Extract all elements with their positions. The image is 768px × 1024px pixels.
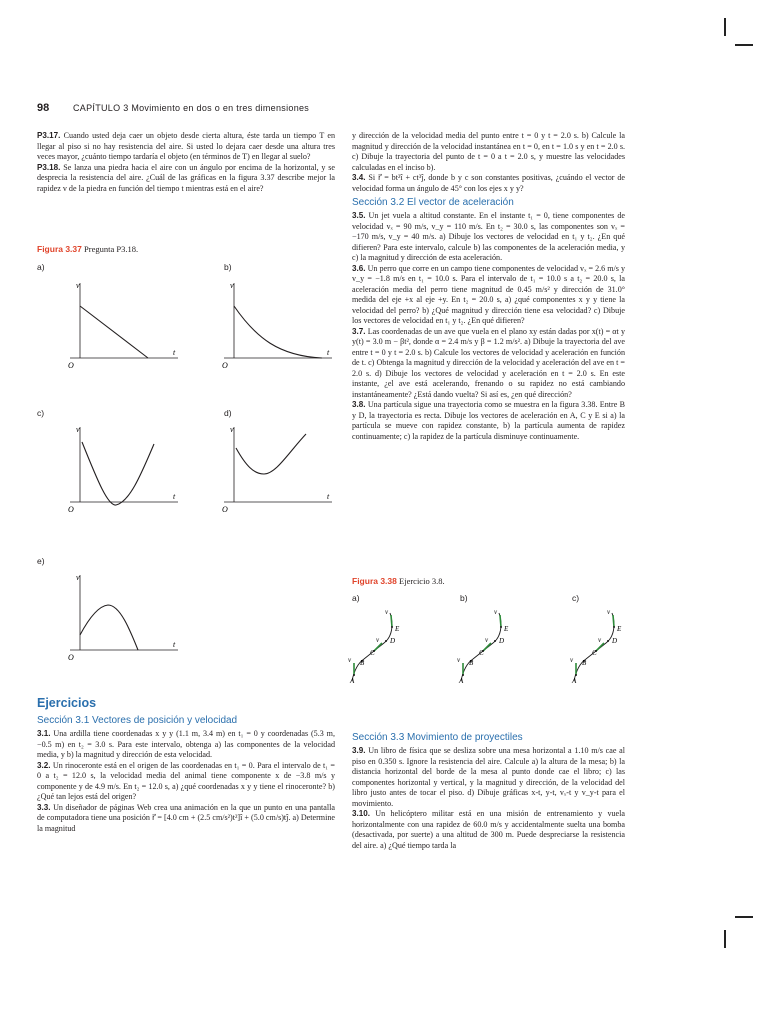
axis-v-label: v [76,281,80,290]
right-column-top [352,131,625,442]
trajectory-point [385,640,387,642]
velocity-vector-label: v⃗ [598,636,607,644]
exercise-310: 3.10. Un helicóptero militar está en una misión de entrenamiento y vuela horizontalmente con una rapidez de 60.0 m/s y accidentalmente suelta una bomba (desactivada, por suerte) a una altitud de 300 m. Puede despreciarse la resistencia del aire. a) ¿Qué tiempo tarda la [352,809,625,850]
section-31-title: Sección 3.1 Vectores de posición y velocidad [37,715,238,726]
figure-338-caption: Figura 3.38 Ejercicio 3.8. [352,576,445,586]
trajectory-path [352,613,392,681]
svg-text:v: v [76,573,80,582]
point-label-a: A [350,677,355,685]
chapter-header: CAPÍTULO 3 Movimiento en dos o en tres dimensiones [73,103,310,113]
trajectory-point [613,626,615,628]
graph-b [214,278,344,373]
point-label-b: B [582,659,587,667]
graph-e [60,570,190,665]
left-column-top [37,131,335,194]
point-label-e: E [617,625,622,633]
svg-text:O: O [222,361,228,370]
velocity-vector-label: v⃗ [570,656,579,664]
left-column-bottom [37,712,335,834]
axis-t-label: t [173,348,176,357]
point-label-d: D [499,637,505,645]
graph-c-label: c) [37,408,45,418]
velocity-vector [500,615,501,627]
velocity-vector-label: v⃗ [457,656,466,664]
exercise-32: 3.2. Un rinoceronte está en el origen de las coordenadas en t₁ = 0. Para el intervalo de t₁ = 0 a t₂ = 12.0 s, la velocidad media del animal tiene componente x de −3.8 m/s y componente y de 4.9 m/s. En t₂ = 12.0 s, a) ¿qué coordenadas x y y tiene el rinoceronte? b) ¿Qué tan lejos está del origen? [37,760,335,801]
trajectory-path [461,613,501,681]
velocity-vector-label: v⃗ [485,636,494,644]
exercise-35: 3.5. Un jet vuela a altitud constante. En el instante t₁ = 0, tiene componentes de velocidad vₓ = 90 m/s, v_y = 110 m/s. En t₂ = 30.0 s, las componentes son vₓ = −170 m/s, v_y = 40 m/s. a) Dibuje los vectores de velocidad en t₁ y t₂. ¿En qué difieren? Para este intervalo, calcule b) las componentes de la aceleración media, y c) la magnitud y dirección de esta aceleración. [352,211,625,262]
svg-text:O: O [68,653,74,662]
svg-text:t: t [173,492,176,501]
trajectory-point [353,674,355,676]
velocity-vector [391,615,392,627]
graph-a-label: a) [37,262,45,272]
exercise-39: 3.9. Un libro de física que se desliza sobre una mesa horizontal a 1.10 m/s cae al piso en 0.350 s. Ignore la resistencia del aire. Calcule a) la altura de la mesa; b) la distancia horizontal del borde de la mesa al punto donde cae el libro; c) las componentes horizontal y vertical, y la magnitud y dirección, de la velocidad del libro justo antes de tocar el piso. d) Dibuje gráficas x-t, y-t, vₓ-t y v_y-t para el movimiento. [352,746,625,808]
graph-d-label: d) [224,408,232,418]
fig338-panel-c-label: c) [572,593,580,603]
exercise-34: 3.4. Si r⃗ = bt²î + ct³ĵ, donde b y c son constantes positivas, ¿cuándo el vector de velocidad forma un ángulo de 45° con los ejes x y y? [352,173,625,193]
problem-p318: P3.18. Se lanza una piedra hacia el aire con un ángulo por encima de la horizontal, y se desprecia la resistencia del aire. ¿Cuál de las gráficas en la figura 3.37 describe mejor la rapidez v de la piedra en función del tiempo t mientras está en el aire? [37,162,335,193]
velocity-vector-label: v⃗ [348,656,357,664]
right-column-bottom [352,729,625,851]
point-label-a: A [572,677,577,685]
point-label-e: E [395,625,400,633]
exercise-31: 3.1. Una ardilla tiene coordenadas x y y (1.1 m, 3.4 m) en t₁ = 0 y coordenadas (5.3 m, −0.5 m) en t₂ = 3.0 s. Para este intervalo, obtenga a) las componentes de la velocidad media, y b) la magnitud y dirección de esta velocidad. [37,729,335,759]
graph-d [214,422,344,517]
point-label-b: B [469,659,474,667]
exercise-33: 3.3. Un diseñador de páginas Web crea una animación en la que un punto en una pantalla de computadora tiene una posición r⃗ = [4.0 cm + (2.5 cm/s²)t²]î + (5.0 cm/s)tĵ. a) Determine la magnitud [37,802,335,833]
graph-b-label: b) [224,262,232,272]
point-label-b: B [360,659,365,667]
velocity-vector-label: v⃗ [385,608,394,616]
point-label-a: A [459,677,464,685]
ejercicios-heading: Ejercicios [37,696,97,710]
crop-mark [724,18,726,36]
trajectory-point [391,626,393,628]
svg-text:v: v [230,425,234,434]
exercise-37: 3.7. Las coordenadas de un ave que vuela en el plano xy están dadas por x(t) = αt y y(t) = 3.0 m − βt², donde α = 2.4 m/s y β = 1.2 m/s². a) Dibuje la trayectoria del ave entre t = 0 y t = 2.0 s. b) Calcule los vectores de velocidad y aceleración en función de t. c) Obtenga la magnitud y dirección de la velocidad y aceleración del ave en t = 2.0 s. d) Dibuje los vectores de velocidad y aceleración en t = 2.0 s. En este instante, ¿el ave está acelerando, frenando o su rapidez no está cambiando instantáneamente? ¿Está dando vuelta? Si así es, ¿en qué dirección? [352,326,625,399]
fig338-panel-a-label: a) [352,593,360,603]
point-label-e: E [504,625,509,633]
origin-label: O [68,361,74,370]
velocity-vector [596,643,604,651]
trajectory-panel-c [562,605,632,685]
section-33-title: Sección 3.3 Movimiento de proyectiles [352,732,523,743]
svg-text:O: O [222,505,228,514]
trajectory-panel-a [340,605,410,685]
crop-mark [735,44,753,46]
problem-p317: P3.17. Cuando usted deja caer un objeto desde cierta altura, éste tarda un tiempo T en llegar al piso si no hay resistencia del aire. Si usted lo dejara caer desde una altura tres veces mayor, ¿cuánto tiempo tardaría el objeto (en términos de T) en llegar al suelo? [37,131,335,161]
svg-text:v: v [230,281,234,290]
velocity-vector-label: v⃗ [494,608,503,616]
svg-text:t: t [173,640,176,649]
trajectory-path [574,613,614,681]
crop-mark [724,930,726,948]
trajectory-point [494,640,496,642]
figure-337-caption: Figura 3.37 Pregunta P3.18. [37,244,139,254]
svg-text:v: v [76,425,80,434]
point-label-d: D [390,637,396,645]
graph-c [60,422,190,517]
exercise-36: 3.6. Un perro que corre en un campo tiene componentes de velocidad vₓ = 2.6 m/s y v_y = −1.8 m/s en t₁ = 10.0 s. Para el intervalo de t₁ = 10.0 s a t₂ = 20.0 s, la aceleración media del perro tiene magnitud de 0.45 m/s² y dirección de 31.0° medida del eje +x al eje +y. En t₂ = 20.0 s, a) ¿qué componentes x y y tiene la velocidad del perro? b) ¿Qué magnitud y dirección tiene esa velocidad? c) Dibuje los vectores de velocidad en t₁ y t₂. ¿En qué difieren? [352,263,625,325]
velocity-vector [613,615,614,627]
point-label-c: C [370,649,375,657]
velocity-vector [374,643,382,651]
velocity-vector [483,643,491,651]
point-label-d: D [612,637,618,645]
graph-a [60,278,190,373]
exercise-38: 3.8. Una partícula sigue una trayectoria como se muestra en la figura 3.38. Entre B y D, la trayectoria es recta. Dibuje los vectores de aceleración en A, C y E si a) la partícula se mueve con rapidez constante, b) la partícula aumenta de rapidez continuamente; c) la rapidez de la partícula disminuye continuamente. [352,400,625,441]
trajectory-point [575,674,577,676]
svg-text:t: t [327,348,330,357]
fig338-panel-b-label: b) [460,593,468,603]
crop-mark [735,916,753,918]
trajectory-panel-b [449,605,519,685]
velocity-vector-label: v⃗ [607,608,616,616]
point-label-c: C [479,649,484,657]
section-32-title: Sección 3.2 El vector de aceleración [352,197,514,208]
trajectory-point [462,674,464,676]
svg-text:O: O [68,505,74,514]
trajectory-point [500,626,502,628]
exercise-33-continued: y dirección de la velocidad media del punto entre t = 0 y t = 2.0 s. b) Calcule la magnitud y dirección de la velocidad instantánea en t = 0, en t = 1.0 s y en t = 2.0 s. c) Dibuje la trayectoria del punto de t = 0 a t = 2.0 s, y muestre las velocidades calculadas en el inciso b). [352,131,625,172]
page-number: 98 [37,102,50,114]
svg-text:t: t [327,492,330,501]
graph-e-label: e) [37,556,45,566]
point-label-c: C [592,649,597,657]
trajectory-point [607,640,609,642]
velocity-vector-label: v⃗ [376,636,385,644]
